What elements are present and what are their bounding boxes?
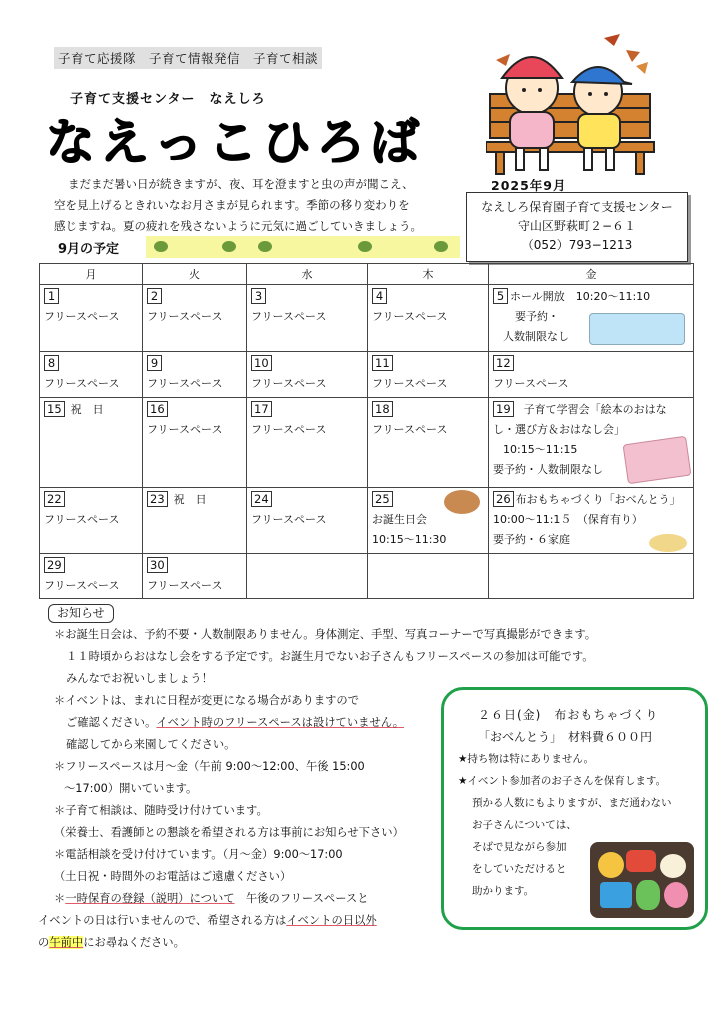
date-number: 26 [493,491,514,507]
notice-line: 〜17:00）開いています。 [64,782,198,795]
cell-text: フリースペース [251,310,327,323]
date-number: 2 [147,288,162,304]
leaf-4 [636,62,648,74]
holiday-label: 祝 日 [173,493,207,506]
calendar-cell [143,398,247,488]
bento-item [660,854,686,878]
center-name: なえしろ保育園子育て支援センター [481,200,673,214]
notice-line: ＊ [54,892,66,905]
notice-line: （栄養士、看護師との懇談を希望される方は事前にお知らせ下さい） [54,826,404,839]
cell-text: フリースペース [147,423,223,436]
cell-text: フリースペース [147,377,223,390]
boy-cap [572,67,632,84]
date-number: 4 [372,288,387,304]
girl-dress [510,112,554,148]
day-header-fri: 金 [489,264,694,285]
date-number: 19 [493,401,514,417]
cell-text: フリースペース [251,423,327,436]
day-header-thu: 木 [368,264,489,285]
center-info-box [466,192,688,262]
notice-line: 午後のフリースペースと [234,892,369,905]
event-note: 10:00〜11:1５ （保育有り） [493,513,643,526]
event-box-title: ２６日(金) 布おもちゃづくり [478,708,659,722]
calendar-cell [489,554,694,599]
calendar-cell [40,398,143,488]
notice-line: １１時頃からおはなし会をする予定です。お誕生月でないお子さんもフリースペースの参加は可能です。 [66,650,594,663]
event-box-line: そばで見ながら参加 [472,841,567,853]
cell-text: フリースペース [251,377,327,390]
notice-line: ＊電話相談を受け付けています。（月〜金）9:00〜17:00 [54,848,343,861]
bento-item [626,850,656,872]
bug-icon [358,241,372,252]
event-box-line: 預かる人数にもよりますが、まだ通わない [472,797,672,809]
calendar-cell [489,352,694,398]
calendar-cell [489,285,694,352]
intro-paragraph [54,174,464,237]
notice-line: （土日祝・時間外のお電話はご遠慮ください） [54,870,292,883]
calendar-cell [247,352,368,398]
calendar-cell [489,488,694,554]
bug-icon [154,241,168,252]
holiday-label: 祝 日 [70,403,104,416]
date-number: 10 [251,355,272,371]
date-number: 9 [147,355,162,371]
event-title: お誕生日会 [372,513,427,526]
calendar-cell [40,285,143,352]
header-topline: 子育て応援隊 子育て情報発信 子育て相談 [54,47,322,69]
event-title: 布おもちゃづくり「おべんとう」 [515,493,681,506]
notice-emphasis: 一時保育の登録（説明）について [65,892,235,905]
cell-text: フリースペース [372,310,448,323]
calendar-week-4 [40,488,694,554]
bento-item [664,882,688,908]
calendar-cell [143,488,247,554]
bug-decoration-band [146,236,460,258]
bento-item [600,882,632,908]
notice-line: ＊お誕生日会は、予約不要・人数制限ありません。身体測定、手型、写真コーナーで写真撮影ができます。 [54,628,597,641]
calendar-table [39,263,694,599]
intro-line: まだまだ暑い日が続きますが、夜、耳を澄ますと虫の声が聞こえ、 [68,177,414,191]
date-number: 30 [147,557,168,573]
calendar-week-5 [40,554,694,599]
cell-text: フリースペース [372,423,448,436]
date-number: 12 [493,355,514,371]
cell-text: フリースペース [147,310,223,323]
notice-line: みんなでお祝いしましょう！ [66,672,213,685]
date-number: 5 [493,288,508,304]
event-title: 子育て学習会「絵本のおはな [523,403,667,416]
event-box-line: 助かります。 [472,885,535,897]
date-number: 11 [372,355,393,371]
schedule-label: 9月の予定 [58,242,120,257]
calendar-cell [368,398,489,488]
issue-date: 2025年9月 [491,178,567,193]
day-header-mon: 月 [40,264,143,285]
calendar-cell [247,285,368,352]
calendar-cell [368,554,489,599]
notice-line: イベントの日は行いませんので、希望される方は [38,914,287,927]
calendar-week-3 [40,398,694,488]
date-number: 8 [44,355,59,371]
bug-icon [222,241,236,252]
event-note: 要予約・６家庭 [493,533,570,546]
cell-text: フリースペース [44,513,120,526]
notice-emphasis: イベントの日以外 [286,914,377,927]
center-subtitle: 子育て支援センター なえしろ [70,92,266,107]
calendar-cell [40,554,143,599]
cell-text: フリースペース [251,513,327,526]
date-number: 22 [44,491,65,507]
center-phone: （052）793−1213 [521,238,633,252]
event-note: 10:15〜11:15 [503,443,578,456]
calendar-week-2 [40,352,694,398]
event-note: 要予約・ [515,310,559,323]
date-number: 18 [372,401,393,417]
date-number: 29 [44,557,65,573]
cell-text: フリースペース [372,377,448,390]
date-number: 3 [251,288,266,304]
calendar-cell [247,488,368,554]
bento-item [598,852,624,878]
bento-item [636,880,660,910]
calendar-cell [247,398,368,488]
day-header-wed: 水 [247,264,368,285]
bug-icon [258,241,272,252]
date-number: 1 [44,288,59,304]
notice-line: ＊フリースペースは月〜金（午前 9:00〜12:00、午後 15:00 [54,760,365,773]
bug-icon [434,241,448,252]
date-number: 16 [147,401,168,417]
sewing-illustration [649,534,687,552]
leaf-1 [496,54,510,66]
calendar-week-1 [40,285,694,352]
children-bench-illustration [486,30,658,178]
notice-line: 確認してから来園してください。 [66,738,236,751]
event-box-line: をしていただけると [472,863,567,875]
calendar-header-row [40,264,694,285]
day-header-tue: 火 [143,264,247,285]
date-number: 17 [251,401,272,417]
calendar-cell [368,488,489,554]
date-number: 24 [251,491,272,507]
event-time: 10:15〜11:30 [372,533,447,546]
notice-emphasis: イベント時のフリースペースは設けていません。 [156,716,405,729]
newsletter-title: なえっこひろば [46,114,425,171]
bear-cake-illustration [444,490,480,514]
event-box-line: お子さんについては、 [472,819,577,831]
notice-line: ご確認ください。 [66,716,157,729]
cell-text: フリースペース [44,310,120,323]
calendar-cell [143,285,247,352]
cell-text: フリースペース [44,579,120,592]
leaf-2 [604,34,620,46]
notice-line: ＊子育て相談は、随時受け付けています。 [54,804,268,817]
calendar-cell [40,352,143,398]
girl-hat [502,57,562,78]
calendar-cell [40,488,143,554]
boy-shirt [578,114,620,148]
center-address: 守山区野萩町２−６１ [517,219,637,233]
notice-highlight: 午前中 [49,936,84,949]
calendar-cell [143,352,247,398]
hall-play-illustration [589,313,685,345]
cell-text: フリースペース [44,377,120,390]
calendar-cell [368,285,489,352]
notice-label: お知らせ [48,604,114,623]
intro-line: 感じますね。夏の疲れを残さないように元気に過ごしていきましょう。 [54,219,422,233]
date-number: 15 [44,401,65,417]
cell-text: フリースペース [493,377,569,390]
event-box-subtitle: 「おべんとう」 材料費６００円 [478,730,653,744]
date-number: 23 [147,491,168,507]
bento-photo [590,842,694,918]
notice-line: にお尋ねください。 [83,936,185,949]
leaf-3 [626,50,640,62]
event-note: 要予約・人数制限なし [493,463,603,476]
calendar-cell [489,398,694,488]
cell-text: フリースペース [147,579,223,592]
intro-line: 空を見上げるときれいなお月さまが見られます。季節の移り変わりを [54,198,410,212]
event-note: し・選び方＆おはなし会」 [493,423,625,436]
event-box-line: ★持ち物は特にありません。 [458,753,595,765]
notice-line: ＊イベントは、まれに日程が変更になる場合がありますので [54,694,360,707]
event-note: 人数制限なし [503,330,569,343]
event-title: ホール開放 10:20〜11:10 [510,290,651,303]
calendar-cell [368,352,489,398]
notice-line: の [38,936,50,949]
calendar-cell [143,554,247,599]
event-box-line: ★イベント参加者のお子さんを保育します。 [458,775,667,787]
date-number: 25 [372,491,393,507]
calendar-cell [247,554,368,599]
